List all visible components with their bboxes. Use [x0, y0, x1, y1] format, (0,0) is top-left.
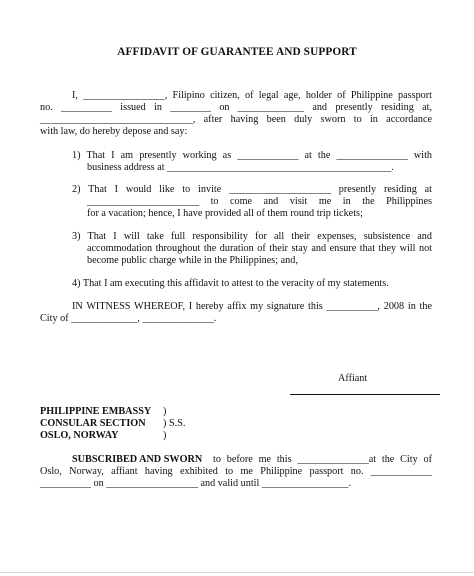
intro-line-1: I, ________________, Filipino citizen, of legal age, holder of Philippine passport [72, 90, 432, 101]
jurat-heading: SUBSCRIBED AND SWORN [72, 454, 203, 465]
item-1-line-1: 1) That I am presently working as ____________ at the ______________ with [72, 150, 432, 161]
item-2-line-3: for a vacation; hence, I have provided all of them round trip tickets; [87, 208, 363, 219]
item-4-line-1: 4) That I am executing this affidavit to attest to the veracity of my statements. [72, 278, 389, 289]
intro-line-4: with law, do hereby depose and say: [40, 126, 188, 137]
venue-paren-1: ) [163, 406, 167, 417]
item-2-line-1: 2) That I would like to invite ____________________ presently residing at [72, 184, 432, 195]
document-title: AFFIDAVIT OF GUARANTEE AND SUPPORT [117, 46, 357, 58]
page-bottom-rule [0, 572, 474, 573]
venue-paren-ss: ) S.S. [163, 418, 186, 429]
venue-city: OSLO, NORWAY [40, 430, 119, 441]
venue-paren-3: ) [163, 430, 167, 441]
signature-line [290, 394, 440, 395]
jurat-line-1: to before me this ______________at the City of [213, 454, 432, 465]
witness-line-1: IN WITNESS WHEREOF, I hereby affix my signature this __________, 2008 in the [72, 301, 432, 312]
intro-line-2: no. __________ issued in ________ on _____________ and presently residing at, [40, 102, 432, 113]
item-3-line-2: accommodation throughout the duration of their stay and ensure that they will not [87, 243, 432, 254]
venue-consular-section: CONSULAR SECTION [40, 418, 146, 429]
item-1-line-2: business address at ____________________________________________. [87, 162, 394, 173]
item-2-line-2: ______________________ to come and visit me in the Philippines [87, 196, 432, 207]
jurat-line-2: Oslo, Norway, affiant having exhibited to me Philippine passport no. ____________ [40, 466, 432, 477]
item-3-line-1: 3) That I will take full responsibility for all their expenses, subsistence and [72, 231, 432, 242]
jurat-line-3: __________ on __________________ and valid until _________________. [40, 478, 351, 489]
venue-embassy: PHILIPPINE EMBASSY [40, 406, 152, 417]
witness-line-2: City of _____________, ______________. [40, 313, 217, 324]
intro-line-3: ______________________________, after having been duly sworn to in accordance [40, 114, 432, 125]
item-3-line-3: become public charge while in the Philippines; and, [87, 255, 298, 266]
affiant-label: Affiant [338, 373, 368, 384]
